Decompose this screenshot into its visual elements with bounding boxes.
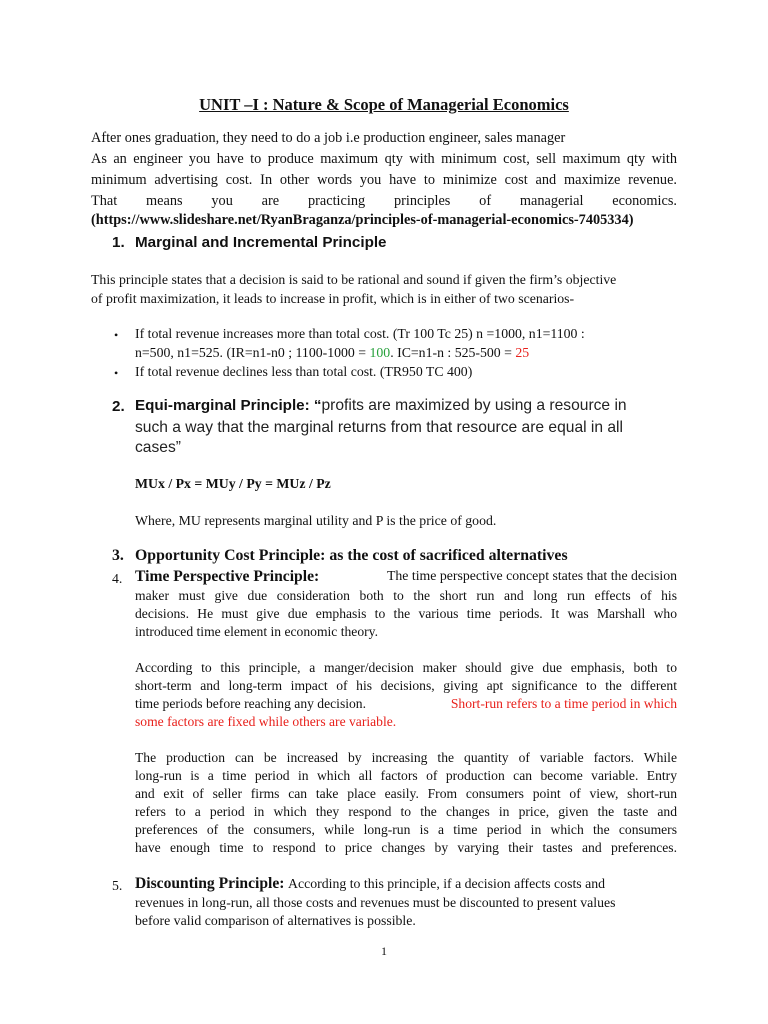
intro-line-2: As an engineer you have to produce maximum qty with minimum cost, sell maximum qty with — [91, 151, 677, 167]
section-1-number: 1. — [112, 234, 125, 251]
section-4-first-line — [135, 567, 677, 587]
section-4-para-2-line-3 — [135, 695, 677, 713]
section-4-line-4: introduced time element in economic theory. — [135, 624, 378, 639]
section-1-heading: Marginal and Incremental Principle — [135, 234, 387, 251]
bullet-1-line-2 — [135, 343, 529, 363]
section-1-para-line-2: of profit maximization, it leads to increase in profit, which is in either of two scenarios- — [91, 291, 575, 306]
section-2-quote-line-1: profits are maximized by using a resource in — [321, 397, 627, 414]
short-run-definition-a: Short-run refers to a time period in which — [450, 696, 677, 711]
section-4-line-2: maker must give due consideration both to the short run and long run effects of his — [135, 588, 677, 603]
section-4-para-3-line-2: long-run is a time period in which all factors of production can become variable. Entry — [135, 768, 677, 783]
bullet-1-text-a: n=500, n1=525. (IR=n1-n0 ; 1100-1000 = — [135, 345, 370, 360]
section-4-para-2-line-1: According to this principle, a manger/decision maker should give due emphasis, both to — [135, 660, 677, 675]
section-5-line-1: According to this principle, if a decision affects costs and — [288, 876, 606, 891]
intro-line-4: That means you are practicing principles of managerial economics. — [91, 193, 677, 209]
section-2-where: Where, MU represents marginal utility and P is the price of good. — [135, 513, 497, 528]
section-4-para-3-line-6: have enough time to respond to price changes by varying their tastes and preferences. — [135, 840, 677, 855]
section-4-number: 4. — [112, 571, 123, 586]
bullet-icon: • — [114, 366, 119, 380]
section-4-para-3-line-5: preferences of the consumers, while long-run is a time period in which the consumers — [135, 822, 677, 837]
intro-line-3: minimum advertising cost. In other words you have to minimize cost and maximize revenue. — [91, 172, 677, 188]
section-2-quote-line-3: cases” — [135, 439, 181, 456]
section-4-line-1: The time perspective concept states that the decision — [386, 568, 677, 583]
section-4-heading: Time Perspective Principle: — [135, 568, 320, 585]
short-run-definition-b: some factors are fixed while others are variable. — [135, 714, 397, 729]
section-4-para-3-line-3: and exit of seller firms can take place easily. From consumers point of view, short-run — [135, 786, 677, 801]
section-5-line-2: revenues in long-run, all those costs and revenues must be discounted to present values — [135, 895, 616, 910]
section-5-line-3: before valid comparison of alternatives is possible. — [135, 913, 416, 928]
section-4-para-3-line-4: refers to a period in which they respond to the changes in price, given the taste and — [135, 804, 677, 819]
section-4-line-3: decisions. He must give due emphasis to the various time periods. It was Marshall who — [135, 606, 677, 621]
section-1-para-line-1: This principle states that a decision is said to be rational and sound if given the firm’s objective — [91, 272, 617, 287]
bullet-2: If total revenue declines less than total cost. (TR950 TC 400) — [135, 364, 473, 379]
section-3-heading: Opportunity Cost Principle: as the cost of sacrificed alternatives — [135, 547, 568, 564]
bullet-1-text-c: . IC=n1-n : 525-500 = — [390, 345, 516, 360]
section-5-first-line — [135, 874, 605, 894]
section-3-number: 3. — [112, 547, 124, 564]
section-5-number: 5. — [112, 878, 123, 893]
section-2-heading: Equi-marginal Principle: “ — [135, 397, 322, 414]
section-4-para-2-line-3a: time periods before reaching any decision. — [135, 696, 367, 711]
section-2-number: 2. — [112, 398, 125, 415]
equi-marginal-formula: MUx / Px = MUy / Py = MUz / Pz — [135, 476, 331, 491]
bullet-1-line-1: If total revenue increases more than total cost. (Tr 100 Tc 25) n =1000, n1=1100 : — [135, 326, 585, 341]
section-4-para-3-line-1: The production can be increased by increasing the quantity of variable factors. While — [135, 750, 677, 765]
incremental-revenue-value: 100 — [369, 345, 391, 360]
intro-line-1: After ones graduation, they need to do a job i.e production engineer, sales manager — [91, 130, 566, 146]
bullet-icon: • — [114, 328, 119, 342]
section-2-heading-line — [135, 396, 627, 417]
section-2-quote-line-2: such a way that the marginal returns from that resource are equal in all — [135, 419, 623, 436]
page-number: 1 — [381, 944, 387, 958]
source-link[interactable]: (https://www.slideshare.net/RyanBraganza/principles-of-managerial-economics-7405334) — [91, 212, 634, 228]
section-4-para-2-line-2: short-term and long-term impact of his decisions, giving apt significance to the different — [135, 678, 677, 693]
incremental-cost-value: 25 — [515, 345, 530, 360]
section-5-heading: Discounting Principle: — [135, 875, 285, 892]
page-title: UNIT –I : Nature & Scope of Managerial Economics — [199, 95, 569, 114]
